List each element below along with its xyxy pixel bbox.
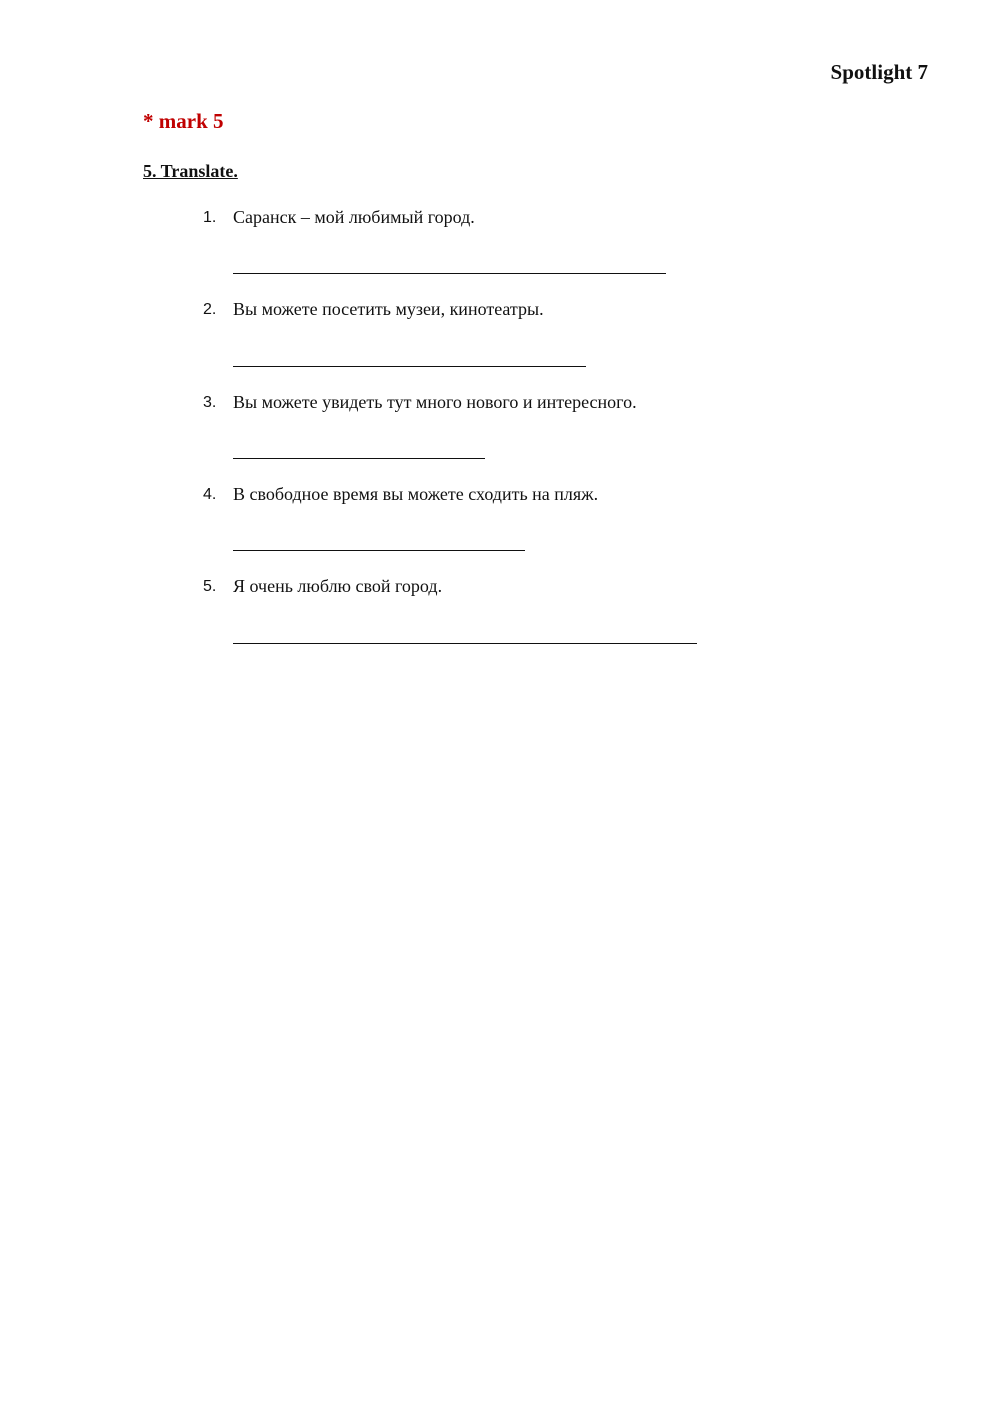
answer-line[interactable] bbox=[233, 366, 586, 367]
item-text: Вы можете посетить музеи, кинотеатры. bbox=[233, 299, 544, 319]
task-heading: 5. Translate. bbox=[143, 161, 238, 181]
answer-line[interactable] bbox=[233, 273, 666, 274]
answer-line[interactable] bbox=[233, 458, 485, 459]
item-text: В свободное время вы можете сходить на пляж. bbox=[233, 484, 599, 504]
item-text: Вы можете увидеть тут много нового и интересного. bbox=[233, 392, 637, 412]
item-text: Я очень люблю свой город. bbox=[233, 576, 443, 596]
item-number: 4. bbox=[203, 486, 217, 503]
item-number: 2. bbox=[203, 301, 217, 318]
answer-line[interactable] bbox=[233, 643, 697, 644]
item-text: Саранск – мой любимый город. bbox=[233, 207, 475, 227]
worksheet-title: Spotlight 7 bbox=[830, 60, 928, 84]
answer-line[interactable] bbox=[233, 550, 525, 551]
item-number: 3. bbox=[203, 394, 217, 411]
item-number: 1. bbox=[203, 209, 217, 226]
mark-label: * mark 5 bbox=[143, 109, 224, 133]
item-number: 5. bbox=[203, 578, 217, 595]
